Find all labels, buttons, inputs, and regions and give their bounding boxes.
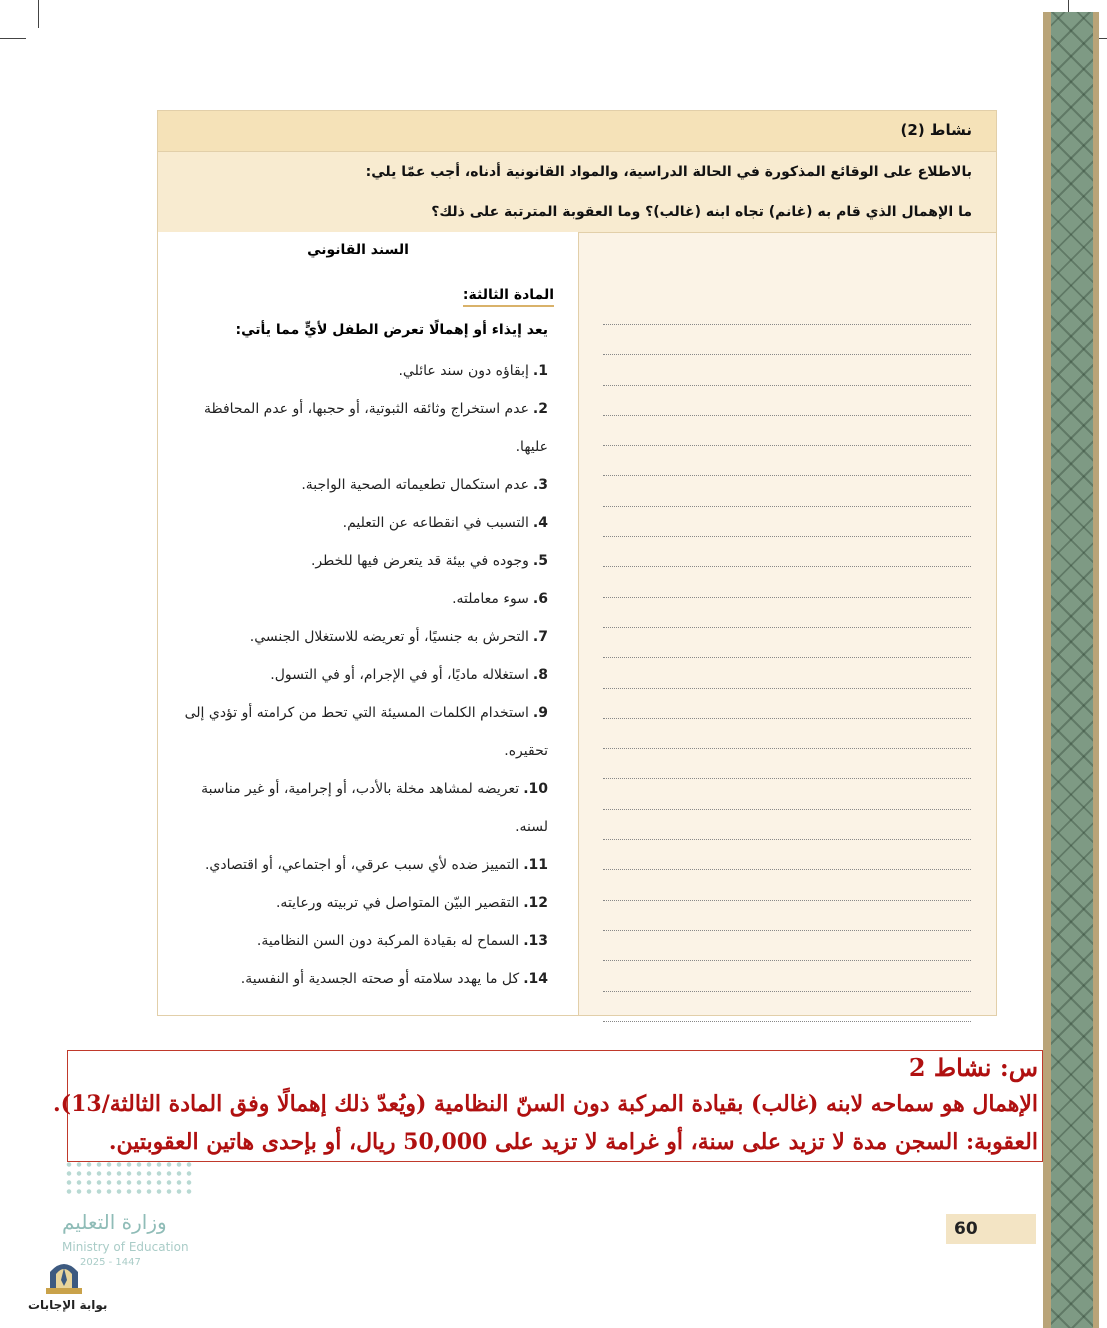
list-item: 8.استغلاله ماديًا، أو في الإجرام، أو في التسول. bbox=[270, 667, 548, 683]
list-item: 1.إبقاؤه دون سند عائلي. bbox=[398, 363, 548, 379]
activity-instruction: بالاطلاع على الوقائع المذكورة في الحالة الدراسية، والمواد القانونية أدناه، أجب عمّا يلي: bbox=[365, 164, 972, 180]
list-item: 10.تعريضه لمشاهد مخلة بالأدب، أو إجرامية، أو غير مناسبة لسنه. bbox=[201, 781, 548, 835]
portal-logo-icon bbox=[44, 1258, 84, 1296]
activity-question-area bbox=[158, 152, 996, 233]
list-item: 5.وجوده في بيئة قد يتعرض فيها للخطر. bbox=[310, 553, 548, 569]
portal-name: بوابة الإجابات bbox=[28, 1298, 108, 1312]
activity-header bbox=[158, 111, 996, 152]
answer-box bbox=[52, 1050, 1043, 1162]
article-heading: المادة الثالثة: bbox=[463, 287, 554, 307]
answer-writing-lines[interactable] bbox=[603, 323, 971, 1050]
list-item: 11.التمييز ضده لأي سبب عرقي، أو اجتماعي، أو اقتصادي. bbox=[204, 857, 548, 873]
list-item: 3.عدم استكمال تطعيماته الصحية الواجبة. bbox=[301, 477, 548, 493]
column-divider bbox=[578, 232, 579, 1015]
ministry-logo-dots bbox=[64, 1160, 194, 1196]
legal-basis-column bbox=[158, 232, 578, 1015]
activity-question: ما الإهمال الذي قام به (غانم) تجاه ابنه (غالب)؟ وما العقوبة المترتبة على ذلك؟ bbox=[431, 204, 972, 220]
crop-mark bbox=[0, 38, 26, 39]
ministry-name-english: Ministry of Education bbox=[62, 1240, 189, 1254]
ministry-name-arabic: وزارة التعليم bbox=[62, 1210, 167, 1234]
crop-mark bbox=[38, 0, 39, 28]
answer-line-2: العقوبة: السجن مدة لا تزيد على سنة، أو غرامة لا تزيد على 50,000 ريال، أو بإحدى هاتين العقوبتين. bbox=[108, 1129, 1038, 1155]
list-item: 6.سوء معاملته. bbox=[452, 591, 548, 607]
activity-box bbox=[157, 110, 997, 1016]
answer-line-1: الإهمال هو سماحه لابنه (غالب) بقيادة المركبة دون السنّ النظامية (ويُعدّ ذلك إهمالًا وفق المادة الثالثة/13). bbox=[52, 1091, 1038, 1117]
list-item: 12.التقصير البيّن المتواصل في تربيته ورعايته. bbox=[275, 895, 548, 911]
list-item: 7.التحرش به جنسيًا، أو تعريضه للاستغلال الجنسي. bbox=[249, 629, 548, 645]
edition-year: 2025 - 1447 bbox=[80, 1257, 141, 1268]
activity-title: نشاط (2) bbox=[900, 121, 972, 139]
list-item: 9.استخدام الكلمات المسيئة التي تحط من كرامته أو تؤدي إلى تحقيره. bbox=[184, 705, 548, 759]
list-item: 2.عدم استخراج وثائقه الثبوتية، أو حجبها، أو عدم المحافظة عليها. bbox=[203, 401, 548, 455]
page-number: 60 bbox=[946, 1214, 1036, 1244]
article-intro: يعد إيذاء أو إهمالًا تعرض الطفل لأيٍّ مما يأتي: bbox=[235, 322, 548, 338]
decorative-side-border bbox=[1043, 12, 1099, 1328]
list-item: 13.السماح له بقيادة المركبة دون السن النظامية. bbox=[256, 933, 548, 949]
legal-basis-title: السند القانوني bbox=[307, 242, 409, 258]
answer-header: س: نشاط 2 bbox=[908, 1053, 1038, 1082]
list-item: 4.التسبب في انقطاعه عن التعليم. bbox=[342, 515, 548, 531]
list-item: 14.كل ما يهدد سلامته أو صحته الجسدية أو النفسية. bbox=[240, 971, 548, 987]
